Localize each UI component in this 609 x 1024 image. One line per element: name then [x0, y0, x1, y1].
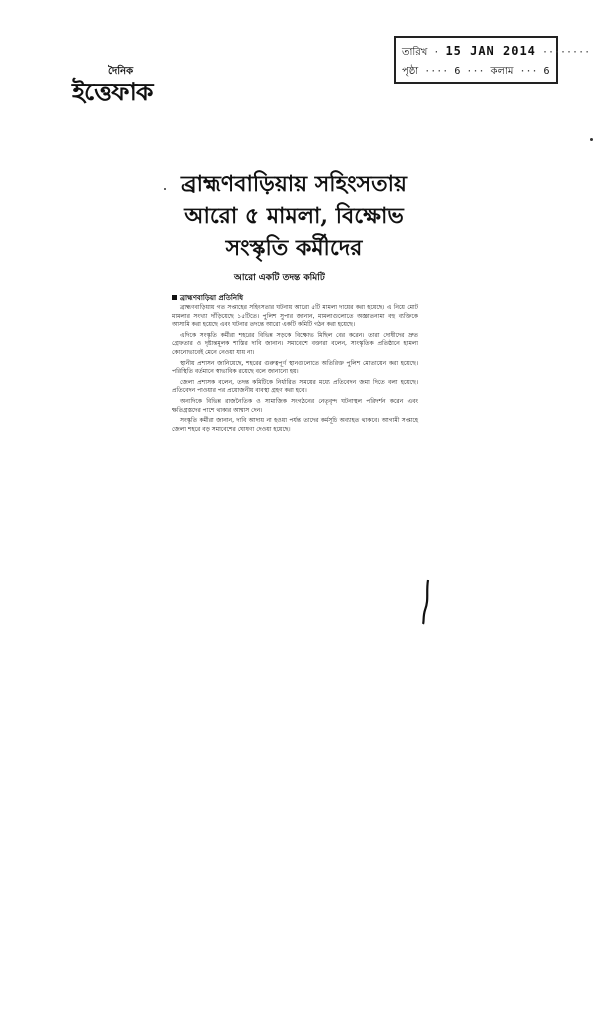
- article-subhead: আরো একটি তদন্ত কমিটি: [234, 273, 325, 283]
- stamp-date-value: 15 JAN 2014: [445, 44, 536, 58]
- stamp-page-value: 6: [454, 66, 461, 77]
- article-paragraph: এদিকে সংস্কৃতি কর্মীরা শহরের বিভিন্ন সড়কে বিক্ষোভ মিছিল বের করেন। তারা দোষীদের দ্রুত গ্রেফতার ও দৃষ্টান্তমূলক শাস্তির দাবি জানান। সমাবেশে বক্তারা বলেন, সাংস্কৃতিক প্রতিষ্ঠানে হামলা কোনোভাবেই মেনে নেওয়া যায় না।: [172, 331, 418, 356]
- headline-line-3: সংস্কৃতি কর্মীদের: [225, 235, 363, 261]
- article-paragraph: ব্রাহ্মণবাড়িয়ায় গত সপ্তাহের সহিংসতার ঘটনায় আরো ৫টি মামলা দায়ের করা হয়েছে। এ নিয়ে মোট মামলার সংখ্যা দাঁড়িয়েছে ১৫টিতে। পুলিশ সুপার জানান, মামলাগুলোতে অজ্ঞাতনামা বহু ব্যক্তিকে আসামি করা হয়েছে এবং ঘটনার তদন্তে আরো একটি কমিটি গঠন করা হয়েছে।: [172, 304, 418, 329]
- scan-speck: [164, 188, 166, 190]
- stamp-page-row: পৃষ্ঠা ···· 6 ··· কলাম ··· 6: [402, 66, 550, 77]
- news-clipping: [170, 158, 418, 658]
- headline-line-1: ব্রাহ্মণবাড়িয়ায় সহিংসতায়: [180, 171, 408, 197]
- masthead-prefix: দৈনিক: [108, 66, 134, 77]
- headline-line-2: আরো ৫ মামলা, বিক্ষোভ: [184, 203, 404, 229]
- masthead-name: ইত্তেফাক: [72, 78, 153, 106]
- article-paragraph: স্থানীয় প্রশাসন জানিয়েছে, শহরের গুরুত্বপূর্ণ স্থানগুলোতে অতিরিক্ত পুলিশ মোতায়েন করা হয়েছে। পরিস্থিতি বর্তমানে স্বাভাবিক রয়েছে বলে জানানো হয়।: [172, 359, 418, 376]
- date-stamp: [394, 36, 591, 84]
- margin-pen-mark: [420, 578, 432, 626]
- stamp-column-value: 6: [543, 66, 550, 77]
- stamp-date-label: তারিখ: [402, 47, 428, 58]
- byline-square-icon: [172, 295, 177, 300]
- article-byline: [172, 292, 243, 304]
- stamp-column-label: কলাম: [490, 66, 514, 77]
- article-headline: [170, 168, 418, 264]
- article-paragraph: অন্যদিকে বিভিন্ন রাজনৈতিক ও সামাজিক সংগঠনের নেতৃবৃন্দ ঘটনাস্থল পরিদর্শন করেন এবং ক্ষতিগ্রস্তদের পাশে থাকার আশ্বাস দেন।: [172, 397, 418, 414]
- newspaper-masthead: [72, 64, 192, 108]
- stamp-page-label: পৃষ্ঠা: [402, 66, 419, 77]
- byline-text: ব্রাহ্মণবাড়িয়া প্রতিনিধি: [180, 294, 244, 302]
- article-body: [172, 304, 418, 436]
- scan-speck: [590, 138, 593, 141]
- article-paragraph: জেলা প্রশাসক বলেন, তদন্ত কমিটিকে নির্ধারিত সময়ের মধ্যে প্রতিবেদন জমা দিতে বলা হয়েছে। প্রতিবেদন পাওয়ার পর প্রয়োজনীয় ব্যবস্থা গ্রহণ করা হবে।: [172, 378, 418, 395]
- article-paragraph: সংস্কৃতি কর্মীরা জানান, দাবি আদায় না হওয়া পর্যন্ত তাদের কর্মসূচি অব্যাহত থাকবে। আগামী সপ্তাহে জেলা শহরে বড় সমাবেশের ঘোষণা দেওয়া হয়েছে।: [172, 417, 418, 433]
- stamp-date-row: তারিখ · 15 JAN 2014 ········: [402, 44, 591, 58]
